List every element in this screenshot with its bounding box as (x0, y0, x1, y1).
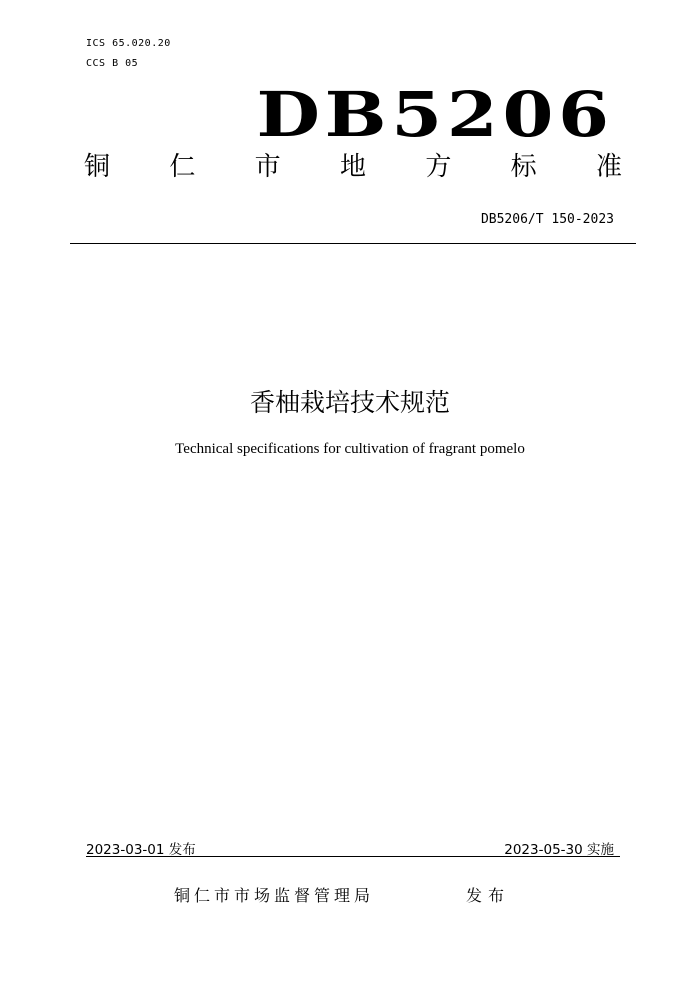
standard-type-char: 仁 (169, 152, 196, 182)
issuing-authority: 铜仁市市场监督管理局 (174, 886, 375, 905)
ccs-code: CCS B 05 (86, 58, 139, 69)
standard-type-char: 市 (254, 152, 281, 182)
document-title-en: Technical specifications for cultivation of fragrant pomelo (175, 441, 525, 457)
implementation-date: 2023-05-30 实施 (504, 842, 614, 858)
standard-number: DB5206/T 150-2023 (480, 212, 614, 227)
issuing-action: 发布 (466, 886, 511, 905)
standard-code-logo: DB5206 (256, 78, 614, 151)
standard-type-char: 铜 (84, 152, 111, 182)
footer-divider (86, 856, 620, 857)
standard-type-char: 方 (425, 152, 452, 182)
document-title-zh: 香柚栽培技术规范 (249, 388, 450, 417)
standard-type-label (84, 150, 622, 184)
standard-type-char: 准 (595, 152, 622, 182)
issue-date: 2023-03-01 发布 (86, 842, 196, 858)
standard-type-char: 标 (510, 152, 537, 182)
header-divider (70, 243, 636, 244)
standard-type-char: 地 (339, 152, 366, 182)
ics-code: ICS 65.020.20 (86, 38, 171, 49)
